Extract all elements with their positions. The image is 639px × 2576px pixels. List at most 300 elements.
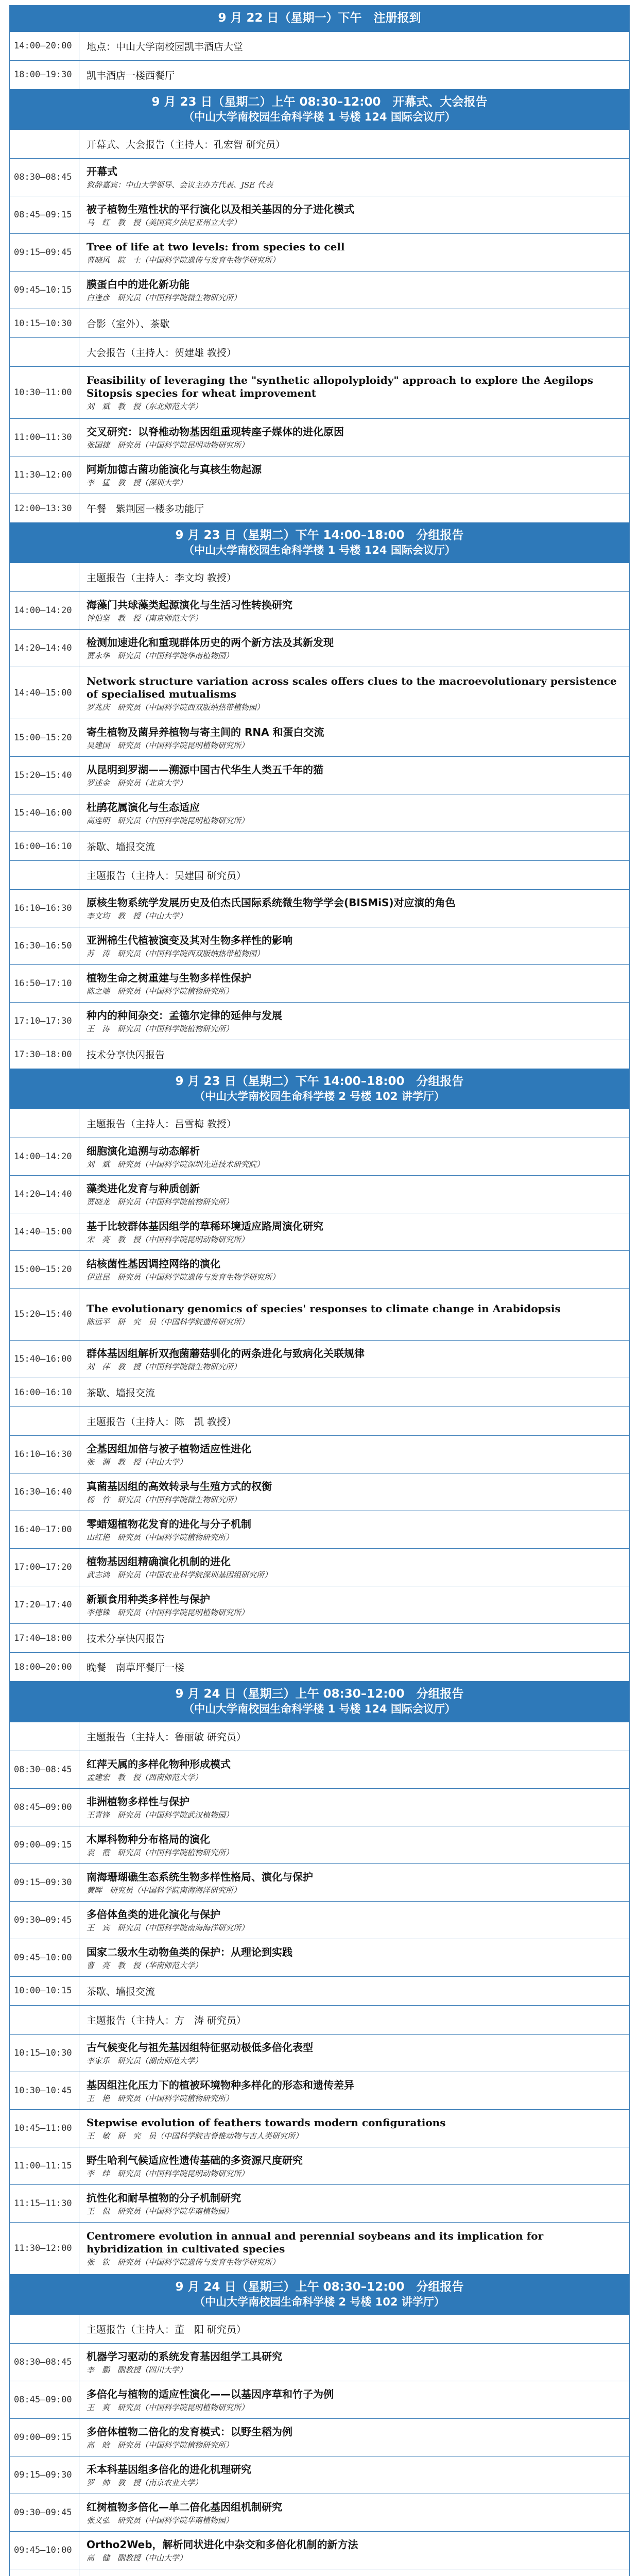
talk-row bbox=[10, 2494, 630, 2531]
content-cell bbox=[79, 2494, 630, 2531]
talk-title: 种内的种间杂交：孟德尔定律的延伸与发展 bbox=[87, 1009, 282, 1022]
talk-title: 结核菌性基因调控网络的演化 bbox=[87, 1258, 220, 1270]
schedule-table bbox=[9, 5, 630, 2576]
talk-row bbox=[10, 1341, 630, 1378]
session-venue: （中山大学南校园生命科学楼 2 号楼 102 讲学厅） bbox=[194, 1090, 445, 1103]
talk-title: 新颖食用种类多样性与保护 bbox=[87, 1593, 210, 1606]
time-slot: 09:00–09:15 bbox=[10, 2418, 79, 2456]
speaker: 袁 霞 研究员（中国科学院植物研究所） bbox=[87, 1848, 234, 1857]
speaker: 罗 帅 教 授（南京农业大学） bbox=[87, 2478, 203, 2487]
time-slot: 16:40–17:00 bbox=[10, 1511, 79, 1549]
session-title: 9 月 23 日（星期二）上午 08:30–12:00 开幕式、大会报告 bbox=[151, 95, 488, 109]
content-cell bbox=[79, 2569, 630, 2576]
content-cell bbox=[79, 272, 630, 309]
talk-title: 基因组注化压力下的植被环境物种多样化的形态和遗传差异 bbox=[87, 2078, 354, 2091]
content-cell bbox=[79, 927, 630, 965]
talk-title: 红萍天属的多样化物种形成模式 bbox=[87, 1757, 231, 1770]
content-cell bbox=[79, 1863, 630, 1901]
talk-row bbox=[10, 2381, 630, 2418]
speaker: 吴建国 研究员（中国科学院昆明植物研究所） bbox=[87, 741, 249, 751]
event-row bbox=[10, 309, 630, 338]
content-cell: 主题报告（主持人：吴建国 研究员） bbox=[79, 861, 630, 890]
speaker: 高连明 研究员（中国科学院昆明植物研究所） bbox=[87, 816, 249, 826]
session-venue: （中山大学南校园生命科学楼 2 号楼 102 讲学厅） bbox=[194, 2295, 445, 2308]
content-cell bbox=[79, 1003, 630, 1040]
content-cell bbox=[79, 196, 630, 234]
talk-title: 杜鹃花属演化与生态适应 bbox=[87, 801, 200, 814]
speaker: 王青锋 研究员（中国科学院武汉植物园） bbox=[87, 1810, 234, 1820]
talk-row bbox=[10, 1436, 630, 1473]
time-slot: 15:40–16:00 bbox=[10, 794, 79, 832]
content-cell: 主题报告（主持人：董 阳 研究员） bbox=[79, 2314, 630, 2343]
content-cell bbox=[79, 1788, 630, 1826]
time-slot: 14:00–14:20 bbox=[10, 592, 79, 630]
talk-title: Feasibility of leveraging the "synthetic allopolyploidy" approach to explore the Aegilops Sitopsis species for wheat improvement bbox=[87, 374, 593, 400]
talk-row bbox=[10, 1788, 630, 1826]
talk-title: 多倍体鱼类的进化演化与保护 bbox=[87, 1908, 220, 1921]
speaker: 贾晓龙 研究员（中国科学院植物研究所） bbox=[87, 1197, 234, 1207]
time-slot: 16:30–16:50 bbox=[10, 927, 79, 965]
speaker: 张 钦 研究员（中国科学院遗传与发育生物学研究所） bbox=[87, 2258, 280, 2267]
talk-row bbox=[10, 965, 630, 1003]
time-slot: 09:30–09:45 bbox=[10, 1901, 79, 1939]
talk-title: The evolutionary genomics of species' responses to climate change in Arabidopsis bbox=[87, 1302, 561, 1315]
content-cell: 主题报告（主持人：鲁丽敏 研究员） bbox=[79, 1722, 630, 1751]
talk-title: Tree of life at two levels: from species to cell bbox=[87, 240, 345, 253]
talk-title: 野生哈利气候适应性遗传基础的多资源尺度研究 bbox=[87, 2154, 303, 2166]
speaker: 杨 竹 研究员（中国科学院微生物研究所） bbox=[87, 1495, 241, 1505]
talk-row bbox=[10, 2147, 630, 2184]
time-slot: 10:15–10:30 bbox=[10, 2034, 79, 2072]
time-slot: 14:00–14:20 bbox=[10, 1138, 79, 1176]
talk-row bbox=[10, 1863, 630, 1901]
speaker: 曹 亮 教 授（华南师范大学） bbox=[87, 1960, 203, 1970]
talk-title: 群体基因组解析双孢菌蘑菇驯化的两条进化与致病化关联规律 bbox=[87, 1347, 365, 1360]
content-cell bbox=[79, 1751, 630, 1788]
content-cell bbox=[79, 1289, 630, 1341]
speaker: 刘 萍 教 授（中国科学院微生物研究所） bbox=[87, 1362, 241, 1372]
session-banner-cell bbox=[10, 6, 630, 32]
content-cell: 主题报告（主持人：吕雪梅 教授） bbox=[79, 1109, 630, 1138]
talk-title: 机器学习驱动的系统发育基因组学工具研究 bbox=[87, 2350, 282, 2363]
content-cell bbox=[79, 1138, 630, 1176]
speaker: 白逢彦 研究员（中国科学院微生物研究所） bbox=[87, 293, 241, 302]
time-slot: 09:45–10:00 bbox=[10, 1939, 79, 1976]
talk-title: 古气候变化与祖先基因组特征驱动极低多倍化表型 bbox=[87, 2041, 313, 2054]
content-cell bbox=[79, 1251, 630, 1289]
speaker: 黄晖 研究员（中国科学院南海海洋研究所） bbox=[87, 1885, 241, 1895]
time-slot: 11:30–12:00 bbox=[10, 456, 79, 494]
speaker: 孟建宏 教 授（西南师范大学） bbox=[87, 1772, 203, 1782]
session-banner bbox=[10, 2274, 630, 2314]
content-cell bbox=[79, 234, 630, 272]
session-banner bbox=[10, 89, 630, 129]
content-cell: 技术分享快闪报告 bbox=[79, 1040, 630, 1069]
talk-row bbox=[10, 1751, 630, 1788]
time-slot bbox=[10, 861, 79, 890]
time-slot: 17:40–18:00 bbox=[10, 1624, 79, 1653]
time-slot: 15:00–15:20 bbox=[10, 719, 79, 757]
talk-row bbox=[10, 2456, 630, 2494]
time-slot: 11:00–11:30 bbox=[10, 419, 79, 456]
talk-row bbox=[10, 592, 630, 630]
content-cell bbox=[79, 2034, 630, 2072]
time-slot: 15:20–15:40 bbox=[10, 1289, 79, 1341]
session-title: 9 月 23 日（星期二）下午 14:00–18:00 分组报告 bbox=[175, 529, 464, 543]
session-banner-cell bbox=[10, 89, 630, 129]
event-row bbox=[10, 60, 630, 89]
chair-row bbox=[10, 130, 630, 159]
content-cell bbox=[79, 1473, 630, 1511]
time-slot: 16:00–16:10 bbox=[10, 1378, 79, 1407]
time-slot bbox=[10, 130, 79, 159]
talk-row bbox=[10, 1939, 630, 1976]
content-cell bbox=[79, 2381, 630, 2418]
time-slot: 14:20–14:40 bbox=[10, 630, 79, 667]
content-cell bbox=[79, 1511, 630, 1549]
time-slot: 17:30–18:00 bbox=[10, 1040, 79, 1069]
time-slot bbox=[10, 563, 79, 592]
talk-row bbox=[10, 2343, 630, 2381]
chair-row bbox=[10, 1109, 630, 1138]
time-slot bbox=[10, 1407, 79, 1436]
talk-title: 零蜡翅植物花发育的进化与分子机制 bbox=[87, 1518, 251, 1531]
time-slot bbox=[10, 1722, 79, 1751]
content-cell bbox=[79, 2184, 630, 2222]
speaker: 李 绊 研究员（中国科学院昆明动物研究所） bbox=[87, 2168, 249, 2178]
speaker: 刘 斌 研究员（中国科学院深圳先进技术研究院） bbox=[87, 1160, 265, 1170]
time-slot: 10:30–11:00 bbox=[10, 367, 79, 419]
time-slot: 10:15–10:30 bbox=[10, 309, 79, 338]
content-cell bbox=[79, 667, 630, 719]
session-title: 9 月 23 日（星期二）下午 14:00–18:00 分组报告 bbox=[175, 1075, 464, 1089]
event-row bbox=[10, 1976, 630, 2005]
talk-title: 多倍体植物二倍化的发育模式：以野生稻为例 bbox=[87, 2425, 292, 2438]
time-slot: 09:30–09:45 bbox=[10, 2494, 79, 2531]
content-cell bbox=[79, 630, 630, 667]
content-cell: 主题报告（主持人：陈 凯 教授） bbox=[79, 1407, 630, 1436]
time-slot: 09:15–09:30 bbox=[10, 1863, 79, 1901]
time-slot: 14:40–15:00 bbox=[10, 667, 79, 719]
chair-row bbox=[10, 1407, 630, 1436]
speaker: 罗述金 研究员（北京大学） bbox=[87, 778, 187, 788]
content-cell bbox=[79, 456, 630, 494]
content-cell: 午餐 紫荆园一楼多功能厅 bbox=[79, 494, 630, 523]
talk-row bbox=[10, 2184, 630, 2222]
time-slot: 09:00–09:15 bbox=[10, 1826, 79, 1863]
time-slot: 15:00–15:20 bbox=[10, 1251, 79, 1289]
talk-row bbox=[10, 794, 630, 832]
content-cell: 技术分享快闪报告 bbox=[79, 1624, 630, 1653]
content-cell bbox=[79, 419, 630, 456]
speaker: 陈之端 研究员（中国科学院植物研究所） bbox=[87, 987, 234, 996]
time-slot: 12:00–13:30 bbox=[10, 494, 79, 523]
talk-row bbox=[10, 1511, 630, 1549]
content-cell bbox=[79, 2343, 630, 2381]
content-cell bbox=[79, 1939, 630, 1976]
speaker: 张义弘 研究员（中国科学院华南植物园） bbox=[87, 2515, 234, 2525]
time-slot: 09:15–09:30 bbox=[10, 2456, 79, 2494]
time-slot: 14:20–14:40 bbox=[10, 1176, 79, 1213]
content-cell: 凯丰酒店一楼西餐厅 bbox=[79, 60, 630, 89]
talk-title: 原核生物系统学发展历史及伯杰氏国际系统微生物学学会(BISMiS)对应演的角色 bbox=[87, 896, 456, 909]
talk-row bbox=[10, 1586, 630, 1624]
schedule-body bbox=[10, 6, 630, 2576]
talk-title: 开幕式 bbox=[87, 165, 117, 178]
talk-title: Centromere evolution in annual and perennial soybeans and its implication for hybridization in cultivated species bbox=[87, 2230, 544, 2256]
talk-row bbox=[10, 159, 630, 196]
talk-title: 海藻门共球藻类起源演化与生活习性转换研究 bbox=[87, 599, 292, 612]
talk-title: 植物基因组精确演化机制的进化 bbox=[87, 1555, 231, 1568]
time-slot bbox=[10, 2314, 79, 2343]
chair-row bbox=[10, 338, 630, 367]
content-cell: 主题报告（主持人：李文均 教授） bbox=[79, 563, 630, 592]
talk-row bbox=[10, 2418, 630, 2456]
session-venue: （中山大学南校园生命科学楼 1 号楼 124 国际会议厅） bbox=[183, 1703, 456, 1716]
session-banner-cell bbox=[10, 1069, 630, 1109]
talk-title: 基于比较群体基因组学的草稀环境适应路周演化研究 bbox=[87, 1220, 323, 1233]
talk-row bbox=[10, 719, 630, 757]
time-slot bbox=[10, 2569, 79, 2576]
content-cell bbox=[79, 1213, 630, 1251]
speaker: 罗兆庆 研究员（中国科学院西双版纳热带植物园） bbox=[87, 702, 265, 712]
content-cell: 合影（室外）、茶歇 bbox=[79, 309, 630, 338]
session-title: 9 月 24 日（星期三）上午 08:30–12:00 分组报告 bbox=[175, 2280, 464, 2294]
session-banner bbox=[10, 523, 630, 563]
session-venue: （中山大学南校园生命科学楼 1 号楼 124 国际会议厅） bbox=[183, 110, 456, 123]
talk-title: 亚洲棉生代植被演变及其对生物多样性的影响 bbox=[87, 934, 292, 947]
talk-title: Network structure variation across scales offers clues to the macroevolutionary persistence of specialised mutualisms bbox=[87, 674, 617, 700]
time-slot: 14:00–20:00 bbox=[10, 31, 79, 60]
talk-row bbox=[10, 927, 630, 965]
time-slot: 11:15–11:30 bbox=[10, 2184, 79, 2222]
speaker: 伊进昆 研究员（中国科学院遗传与发育生物学研究所） bbox=[87, 1273, 280, 1282]
speaker: 高 晗 研究员（中国科学院植物研究所） bbox=[87, 2440, 234, 2450]
speaker: 王 敏 研 究 员（中国科学院古脊椎动物与古人类研究所） bbox=[87, 2131, 303, 2141]
content-cell: 大会报告（主持人：贺建雄 教授） bbox=[79, 338, 630, 367]
talk-row bbox=[10, 1251, 630, 1289]
talk-title: 藻类进化发育与种质创新 bbox=[87, 1182, 200, 1195]
talk-title: 交叉研究：以脊椎动物基因组重现转座子媒体的进化原因 bbox=[87, 425, 344, 438]
time-slot: 17:00–17:20 bbox=[10, 1549, 79, 1586]
talk-title: 禾本科基因组多倍化的进化机理研究 bbox=[87, 2463, 251, 2476]
speaker: 李 猛 教 授（深圳大学） bbox=[87, 478, 187, 487]
talk-title: 南海珊瑚礁生态系统生物多样性格局、演化与保护 bbox=[87, 1870, 313, 1883]
session-banner-cell bbox=[10, 2274, 630, 2314]
time-slot: 17:10–17:30 bbox=[10, 1003, 79, 1040]
chair-row bbox=[10, 563, 630, 592]
talk-row bbox=[10, 367, 630, 419]
talk-row bbox=[10, 272, 630, 309]
session-title: 9 月 24 日（星期三）上午 08:30–12:00 分组报告 bbox=[175, 1687, 464, 1701]
talk-row bbox=[10, 1176, 630, 1213]
time-slot bbox=[10, 2005, 79, 2034]
event-row bbox=[10, 2569, 630, 2576]
talk-title: 阿斯加德古菌功能演化与真核生物起源 bbox=[87, 463, 262, 476]
event-row bbox=[10, 1378, 630, 1407]
time-slot: 15:20–15:40 bbox=[10, 757, 79, 794]
session-banner bbox=[10, 1682, 630, 1722]
event-row bbox=[10, 1624, 630, 1653]
time-slot: 08:45–09:15 bbox=[10, 196, 79, 234]
talk-row bbox=[10, 2109, 630, 2147]
talk-row bbox=[10, 2072, 630, 2109]
content-cell bbox=[79, 2456, 630, 2494]
conference-schedule bbox=[9, 0, 630, 2576]
talk-row bbox=[10, 1138, 630, 1176]
time-slot: 16:10–16:30 bbox=[10, 890, 79, 927]
time-slot: 14:40–15:00 bbox=[10, 1213, 79, 1251]
speaker: 张国捷 研究员（中国科学院昆明动物研究所） bbox=[87, 440, 249, 450]
time-slot: 16:00–16:10 bbox=[10, 832, 79, 861]
speaker: 陈远平 研 究 员（中国科学院遗传研究所） bbox=[87, 1317, 249, 1327]
chair-row bbox=[10, 1722, 630, 1751]
content-cell bbox=[79, 890, 630, 927]
session-banner-cell bbox=[10, 1682, 630, 1722]
content-cell: 主题报告（主持人：方 涛 研究员） bbox=[79, 2005, 630, 2034]
talk-title: 国家二级水生动物鱼类的保护：从理论到实践 bbox=[87, 1945, 292, 1958]
content-cell bbox=[79, 2418, 630, 2456]
speaker: 李文均 教 授（中山大学） bbox=[87, 911, 187, 921]
chair-row bbox=[10, 861, 630, 890]
time-slot: 18:00–19:30 bbox=[10, 60, 79, 89]
event-row bbox=[10, 31, 630, 60]
event-row bbox=[10, 1653, 630, 1682]
time-slot: 09:45–10:00 bbox=[10, 2531, 79, 2569]
talk-row bbox=[10, 890, 630, 927]
time-slot: 15:40–16:00 bbox=[10, 1341, 79, 1378]
talk-row bbox=[10, 456, 630, 494]
speaker: 贾永华 研究员（中国科学院华南植物园） bbox=[87, 651, 234, 661]
content-cell bbox=[79, 2072, 630, 2109]
talk-row bbox=[10, 667, 630, 719]
talk-title: 从昆明到罗湖——溯源中国古代华生人类五千年的猫 bbox=[87, 764, 323, 776]
time-slot bbox=[10, 338, 79, 367]
speaker: 致辞嘉宾：中山大学领导、会议主办方代表、JSE 代表 bbox=[87, 180, 273, 190]
content-cell bbox=[79, 794, 630, 832]
content-cell bbox=[79, 719, 630, 757]
talk-row bbox=[10, 630, 630, 667]
speaker: 山红艳 研究员（中国科学院植物研究所） bbox=[87, 1533, 234, 1543]
content-cell: 开幕式、大会报告（主持人：孔宏智 研究员） bbox=[79, 130, 630, 159]
talk-row bbox=[10, 2222, 630, 2274]
content-cell bbox=[79, 965, 630, 1003]
speaker: 高 健 副教授（中山大学） bbox=[87, 2553, 187, 2563]
talk-row bbox=[10, 757, 630, 794]
content-cell bbox=[79, 592, 630, 630]
content-cell: 茶歇、墙报交流 bbox=[79, 1976, 630, 2005]
talk-title: 检测加速进化和重现群体历史的两个新方法及其新发现 bbox=[87, 636, 334, 649]
speaker: 曹晓风 院 士（中国科学院遗传与发育生物学研究所） bbox=[87, 255, 280, 265]
talk-title: 全基因组加倍与被子植物适应性进化 bbox=[87, 1443, 251, 1455]
time-slot: 08:30–08:45 bbox=[10, 159, 79, 196]
talk-row bbox=[10, 2034, 630, 2072]
event-row bbox=[10, 1040, 630, 1069]
time-slot: 16:10–16:30 bbox=[10, 1436, 79, 1473]
content-cell: 晚餐 南草坪餐厅一楼 bbox=[79, 1653, 630, 1682]
time-slot: 11:00–11:15 bbox=[10, 2147, 79, 2184]
event-row bbox=[10, 832, 630, 861]
session-title: 9 月 22 日（星期一）下午 注册报到 bbox=[218, 11, 421, 25]
talk-title: Ortho2Web，解析同状进化中杂交和多倍化机制的新方法 bbox=[87, 2538, 358, 2551]
content-cell: 茶歇、墙报交流 bbox=[79, 832, 630, 861]
content-cell: 茶歇、墙报交流 bbox=[79, 1378, 630, 1407]
content-cell bbox=[79, 2147, 630, 2184]
time-slot: 18:00–20:00 bbox=[10, 1653, 79, 1682]
time-slot bbox=[10, 1109, 79, 1138]
content-cell bbox=[79, 1826, 630, 1863]
talk-title: 木犀科物种分布格局的演化 bbox=[87, 1833, 210, 1845]
content-cell bbox=[79, 367, 630, 419]
speaker: 李德铢 研究员（中国科学院昆明植物研究所） bbox=[87, 1608, 249, 1618]
speaker: 宋 亮 教 授（中国科学院昆明动物研究所） bbox=[87, 1235, 249, 1245]
time-slot: 11:30–12:00 bbox=[10, 2222, 79, 2274]
time-slot: 09:15–09:45 bbox=[10, 234, 79, 272]
talk-row bbox=[10, 1901, 630, 1939]
content-cell bbox=[79, 1586, 630, 1624]
speaker: 王 艳 研究员（中国科学院植物研究所） bbox=[87, 2093, 234, 2103]
time-slot: 10:30–10:45 bbox=[10, 2072, 79, 2109]
talk-row bbox=[10, 1003, 630, 1040]
speaker: 马 红 教 授（美国宾夕法尼亚州立大学） bbox=[87, 217, 241, 227]
time-slot: 16:30–16:40 bbox=[10, 1473, 79, 1511]
speaker: 苏 涛 研究员（中国科学院西双版纳热带植物园） bbox=[87, 949, 265, 959]
talk-row bbox=[10, 1826, 630, 1863]
time-slot: 08:30–08:45 bbox=[10, 1751, 79, 1788]
talk-title: 植物生命之树重建与生物多样性保护 bbox=[87, 972, 251, 985]
speaker: 王 涛 研究员（中国科学院植物研究所） bbox=[87, 1024, 234, 1034]
content-cell bbox=[79, 2222, 630, 2274]
talk-row bbox=[10, 2531, 630, 2569]
talk-row bbox=[10, 1549, 630, 1586]
content-cell bbox=[79, 1176, 630, 1213]
content-cell bbox=[79, 1901, 630, 1939]
talk-title: 红树植物多倍化—单二倍化基因组机制研究 bbox=[87, 2500, 282, 2513]
speaker: 武志鸿 研究员（中国农业科学院深圳基因组研究所） bbox=[87, 1570, 272, 1580]
session-banner-cell bbox=[10, 523, 630, 563]
talk-row bbox=[10, 234, 630, 272]
content-cell: 地点：中山大学南校园凯丰酒店大堂 bbox=[79, 31, 630, 60]
session-banner bbox=[10, 1069, 630, 1109]
talk-title: 细胞演化追溯与动态解析 bbox=[87, 1145, 200, 1158]
speaker: 刘 斌 教 授（东北师范大学） bbox=[87, 402, 203, 412]
time-slot: 17:20–17:40 bbox=[10, 1586, 79, 1624]
time-slot: 08:45–09:00 bbox=[10, 1788, 79, 1826]
chair-row bbox=[10, 2314, 630, 2343]
speaker: 李 鹏 副教授（四川大学） bbox=[87, 2365, 187, 2375]
time-slot: 08:30–08:45 bbox=[10, 2343, 79, 2381]
content-cell bbox=[79, 1341, 630, 1378]
talk-row bbox=[10, 1473, 630, 1511]
time-slot: 10:45–11:00 bbox=[10, 2109, 79, 2147]
session-banner bbox=[10, 6, 630, 32]
talk-title: 抗性化和耐旱植物的分子机制研究 bbox=[87, 2191, 241, 2204]
content-cell bbox=[79, 159, 630, 196]
content-cell bbox=[79, 2531, 630, 2569]
time-slot: 09:45–10:15 bbox=[10, 272, 79, 309]
speaker: 王 爽 研究员（中国科学院昆明植物研究所） bbox=[87, 2402, 249, 2412]
talk-title: Stepwise evolution of feathers towards modern configurations bbox=[87, 2116, 446, 2129]
talk-title: 多倍化与植物的适应性演化——以基因序草和竹子为例 bbox=[87, 2387, 334, 2400]
talk-row bbox=[10, 419, 630, 456]
content-cell bbox=[79, 757, 630, 794]
talk-title: 膜蛋白中的进化新功能 bbox=[87, 278, 189, 291]
session-venue: （中山大学南校园生命科学楼 1 号楼 124 国际会议厅） bbox=[183, 544, 456, 556]
talk-title: 非洲植物多样性与保护 bbox=[87, 1795, 189, 1808]
time-slot: 16:50–17:10 bbox=[10, 965, 79, 1003]
time-slot: 10:00–10:15 bbox=[10, 1976, 79, 2005]
content-cell bbox=[79, 1436, 630, 1473]
